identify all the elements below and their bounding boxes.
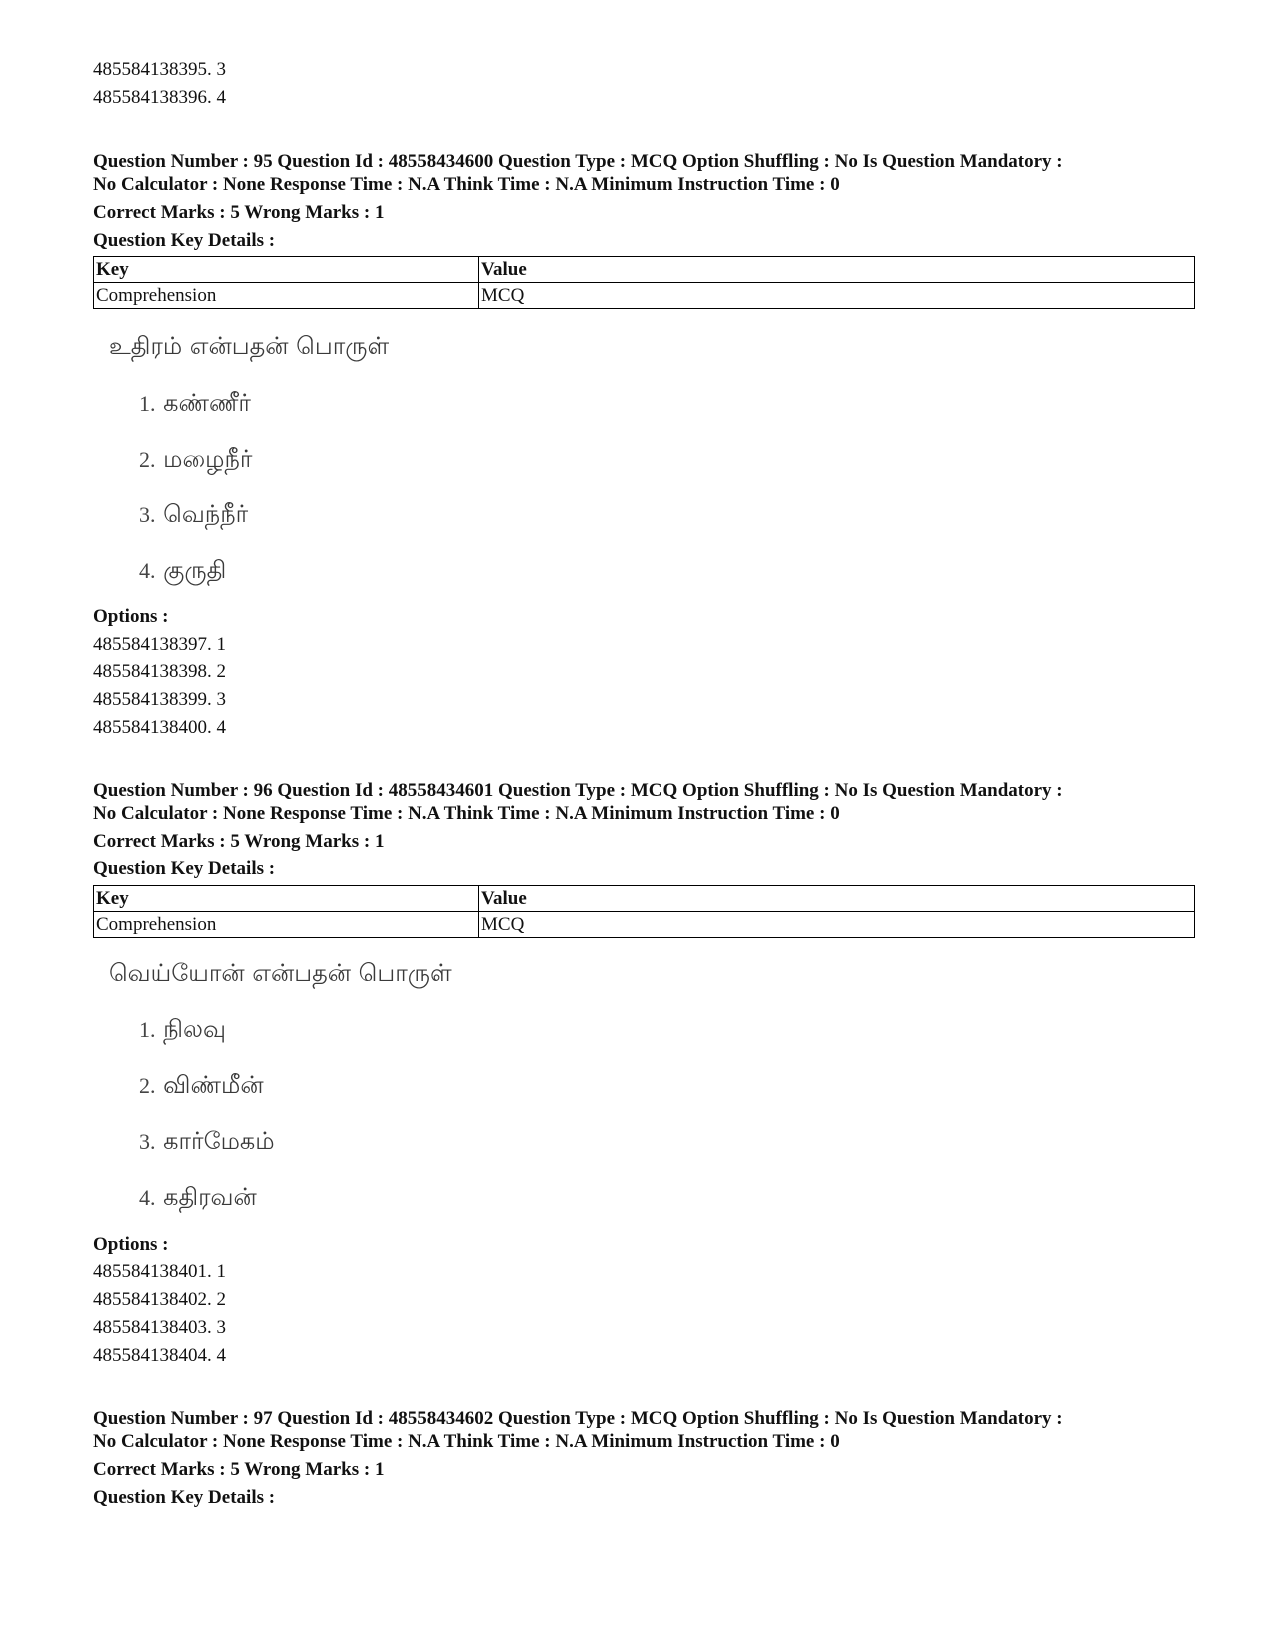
question-key-table	[93, 885, 1195, 938]
option-line: 485584138401. 1	[93, 1261, 226, 1282]
table-header-key: Key	[94, 257, 479, 283]
table-header-value: Value	[479, 257, 1195, 283]
marks-line: Correct Marks : 5 Wrong Marks : 1	[93, 1459, 385, 1480]
choice-text: நிலவு	[163, 1015, 226, 1043]
choice-text: கண்ணீர்	[163, 389, 251, 417]
question-key-table	[93, 256, 1195, 309]
choice-item	[139, 556, 226, 587]
choice-item	[139, 500, 248, 531]
choice-number: 2.	[139, 447, 156, 472]
table-cell-key: Comprehension	[94, 912, 479, 938]
table-header-value: Value	[479, 886, 1195, 912]
choice-text: கார்மேகம்	[163, 1127, 275, 1155]
option-line: 485584138402. 2	[93, 1289, 226, 1310]
choice-number: 1.	[139, 391, 156, 416]
table-header-row	[94, 886, 1195, 912]
option-line: 485584138403. 3	[93, 1317, 226, 1338]
option-line: 485584138397. 1	[93, 634, 226, 655]
choice-item	[139, 445, 252, 476]
choice-number: 1.	[139, 1017, 156, 1042]
option-line: 485584138399. 3	[93, 689, 226, 710]
choice-item	[139, 389, 251, 420]
table-header-row	[94, 257, 1195, 283]
question-header-line2: No Calculator : None Response Time : N.A Think Time : N.A Minimum Instruction Time : 0	[93, 1431, 840, 1452]
choice-item	[139, 1127, 275, 1158]
table-header-key: Key	[94, 886, 479, 912]
choice-text: விண்மீன்	[163, 1071, 264, 1099]
choice-number: 2.	[139, 1073, 156, 1098]
options-label: Options :	[93, 1234, 169, 1255]
choice-text: வெந்நீர்	[163, 500, 249, 528]
choice-item	[139, 1071, 264, 1102]
table-cell-value: MCQ	[479, 283, 1195, 309]
table-row	[94, 912, 1195, 938]
option-line: 485584138404. 4	[93, 1345, 226, 1366]
option-line: 485584138395. 3	[93, 59, 226, 80]
choice-number: 3.	[139, 1129, 156, 1154]
marks-line: Correct Marks : 5 Wrong Marks : 1	[93, 831, 385, 852]
table-cell-value: MCQ	[479, 912, 1195, 938]
key-details-label: Question Key Details :	[93, 858, 276, 879]
choice-item	[139, 1015, 226, 1046]
choice-item	[139, 1183, 257, 1214]
choice-number: 4.	[139, 558, 156, 583]
question-stem: உதிரம் என்பதன் பொருள்	[109, 332, 390, 360]
table-cell-key: Comprehension	[94, 283, 479, 309]
option-line: 485584138398. 2	[93, 661, 226, 682]
question-header-line2: No Calculator : None Response Time : N.A Think Time : N.A Minimum Instruction Time : 0	[93, 174, 840, 195]
table-row	[94, 283, 1195, 309]
choice-number: 4.	[139, 1185, 156, 1210]
question-header-line1: Question Number : 97 Question Id : 48558434602 Question Type : MCQ Option Shuffling : No Is Question Mandatory :	[93, 1408, 1063, 1429]
key-details-label: Question Key Details :	[93, 230, 276, 251]
choice-text: கதிரவன்	[163, 1183, 257, 1211]
key-details-label: Question Key Details :	[93, 1487, 276, 1508]
question-stem: வெய்யோன் என்பதன் பொருள்	[109, 959, 452, 987]
marks-line: Correct Marks : 5 Wrong Marks : 1	[93, 202, 385, 223]
options-label: Options :	[93, 606, 169, 627]
choice-text: குருதி	[163, 556, 227, 584]
choice-number: 3.	[139, 502, 156, 527]
question-header-line1: Question Number : 95 Question Id : 48558434600 Question Type : MCQ Option Shuffling : No Is Question Mandatory :	[93, 151, 1063, 172]
option-line: 485584138400. 4	[93, 717, 226, 738]
question-header-line1: Question Number : 96 Question Id : 48558434601 Question Type : MCQ Option Shuffling : No Is Question Mandatory :	[93, 780, 1063, 801]
option-line: 485584138396. 4	[93, 87, 226, 108]
question-header-line2: No Calculator : None Response Time : N.A Think Time : N.A Minimum Instruction Time : 0	[93, 803, 840, 824]
choice-text: மழைநீர்	[163, 445, 253, 473]
